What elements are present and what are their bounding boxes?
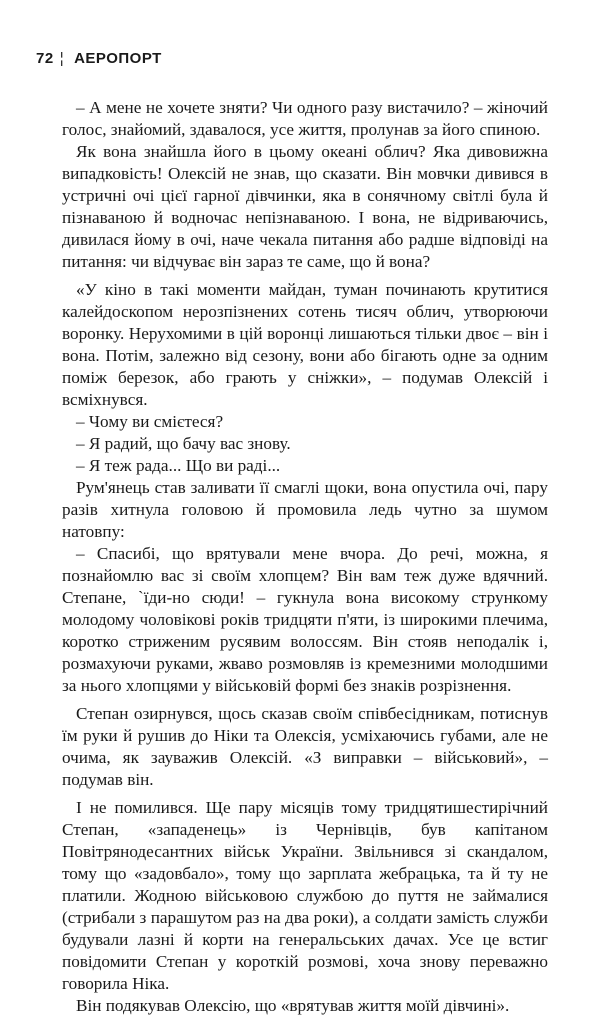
paragraph: Він подякував Олексію, що «врятував життя моїй дівчині». <box>76 996 510 1015</box>
running-title: АЕРОПОРТ <box>74 50 162 67</box>
header-separator: ¦ <box>59 50 65 67</box>
paragraph: «У кіно в такі моменти майдан, туман починають крутитися калейдоскопом нерозпізнених сотень тисяч облич, утворюючи воронку. Нерухомими в цій воронці лишаються тільки двоє – він і вона. Потім, залежно від сезону, вони або бігають одне за одним поміж березок, або грають у сніжки», – подумав Олексій і всміхнувся. <box>62 280 548 409</box>
paragraph: – А мене не хочете зняти? Чи одного разу вистачило? – жіночий голос, знайомий, здавалося, усе життя, пролунав за його спиною. <box>62 98 548 139</box>
page-body <box>62 97 548 1017</box>
paragraph: Степан озирнувся, щось сказав своїм співбесідникам, потиснув їм руки й рушив до Ніки та Олексія, усміхаючись губами, але не очима, як зауважив Олексій. «З виправки – військовий», – подумав він. <box>62 704 548 789</box>
paragraph: – Чому ви смієтеся? <box>76 412 224 431</box>
page-header <box>36 50 162 67</box>
paragraph: – Я радий, що бачу вас знову. <box>76 434 291 453</box>
page-number: 72 <box>36 50 54 67</box>
paragraph: – Я теж рада... Що ви раді... <box>76 456 281 475</box>
paragraph: Як вона знайшла його в цьому океані облич? Яка дивовижна випадковість! Олексій не знав, що сказати. Він мовчки дивився в устричні очі цієї гарної дівчинки, яка в сонячному світлі була й пізнаваною й водночас непізнаваною. І вона, не відриваючись, дивилася йому в очі, наче чекала питання або радше відповіді на питання: чи відчуває він зараз те саме, що й вона? <box>62 142 548 271</box>
paragraph: І не помилився. Ще пару місяців тому тридцятишестирічний Степан, «западенець» із Чернівців, був капітаном Повітрянодесантних військ України. Звільнився зі скандалом, тому що «задовбало», тому що зарплата жебрацька, та й ту не платили. Жодною військовою службою до пуття не займалися (стрибали з парашутом раз на два роки), а солдати замість служби будували лазні й корти на генеральських дачах. Усе це встиг повідомити Степан у короткій розмові, хоча знову переважно говорила Ніка. <box>62 798 548 993</box>
paragraph: – Спасибі, що врятували мене вчора. До речі, можна, я познайомлю вас зі своїм хлопцем? Він вам теж дуже вдячний. Степане, `їди-но сюди! – гукнула вона високому стрункому молодому чоловікові років тридцяти п'яти, із широкими плечима, коротко стриженим русявим волоссям. Він стояв неподалік і, розмахуючи руками, жваво розмовляв із кремезними молодшими за нього хлопцями у військовій формі без знаків розрізнення. <box>62 544 548 695</box>
paragraph: Рум'янець став заливати її смаглі щоки, вона опустила очі, пару разів хитнула головою й промовила ледь чутно за шумом натовпу: <box>62 478 548 541</box>
